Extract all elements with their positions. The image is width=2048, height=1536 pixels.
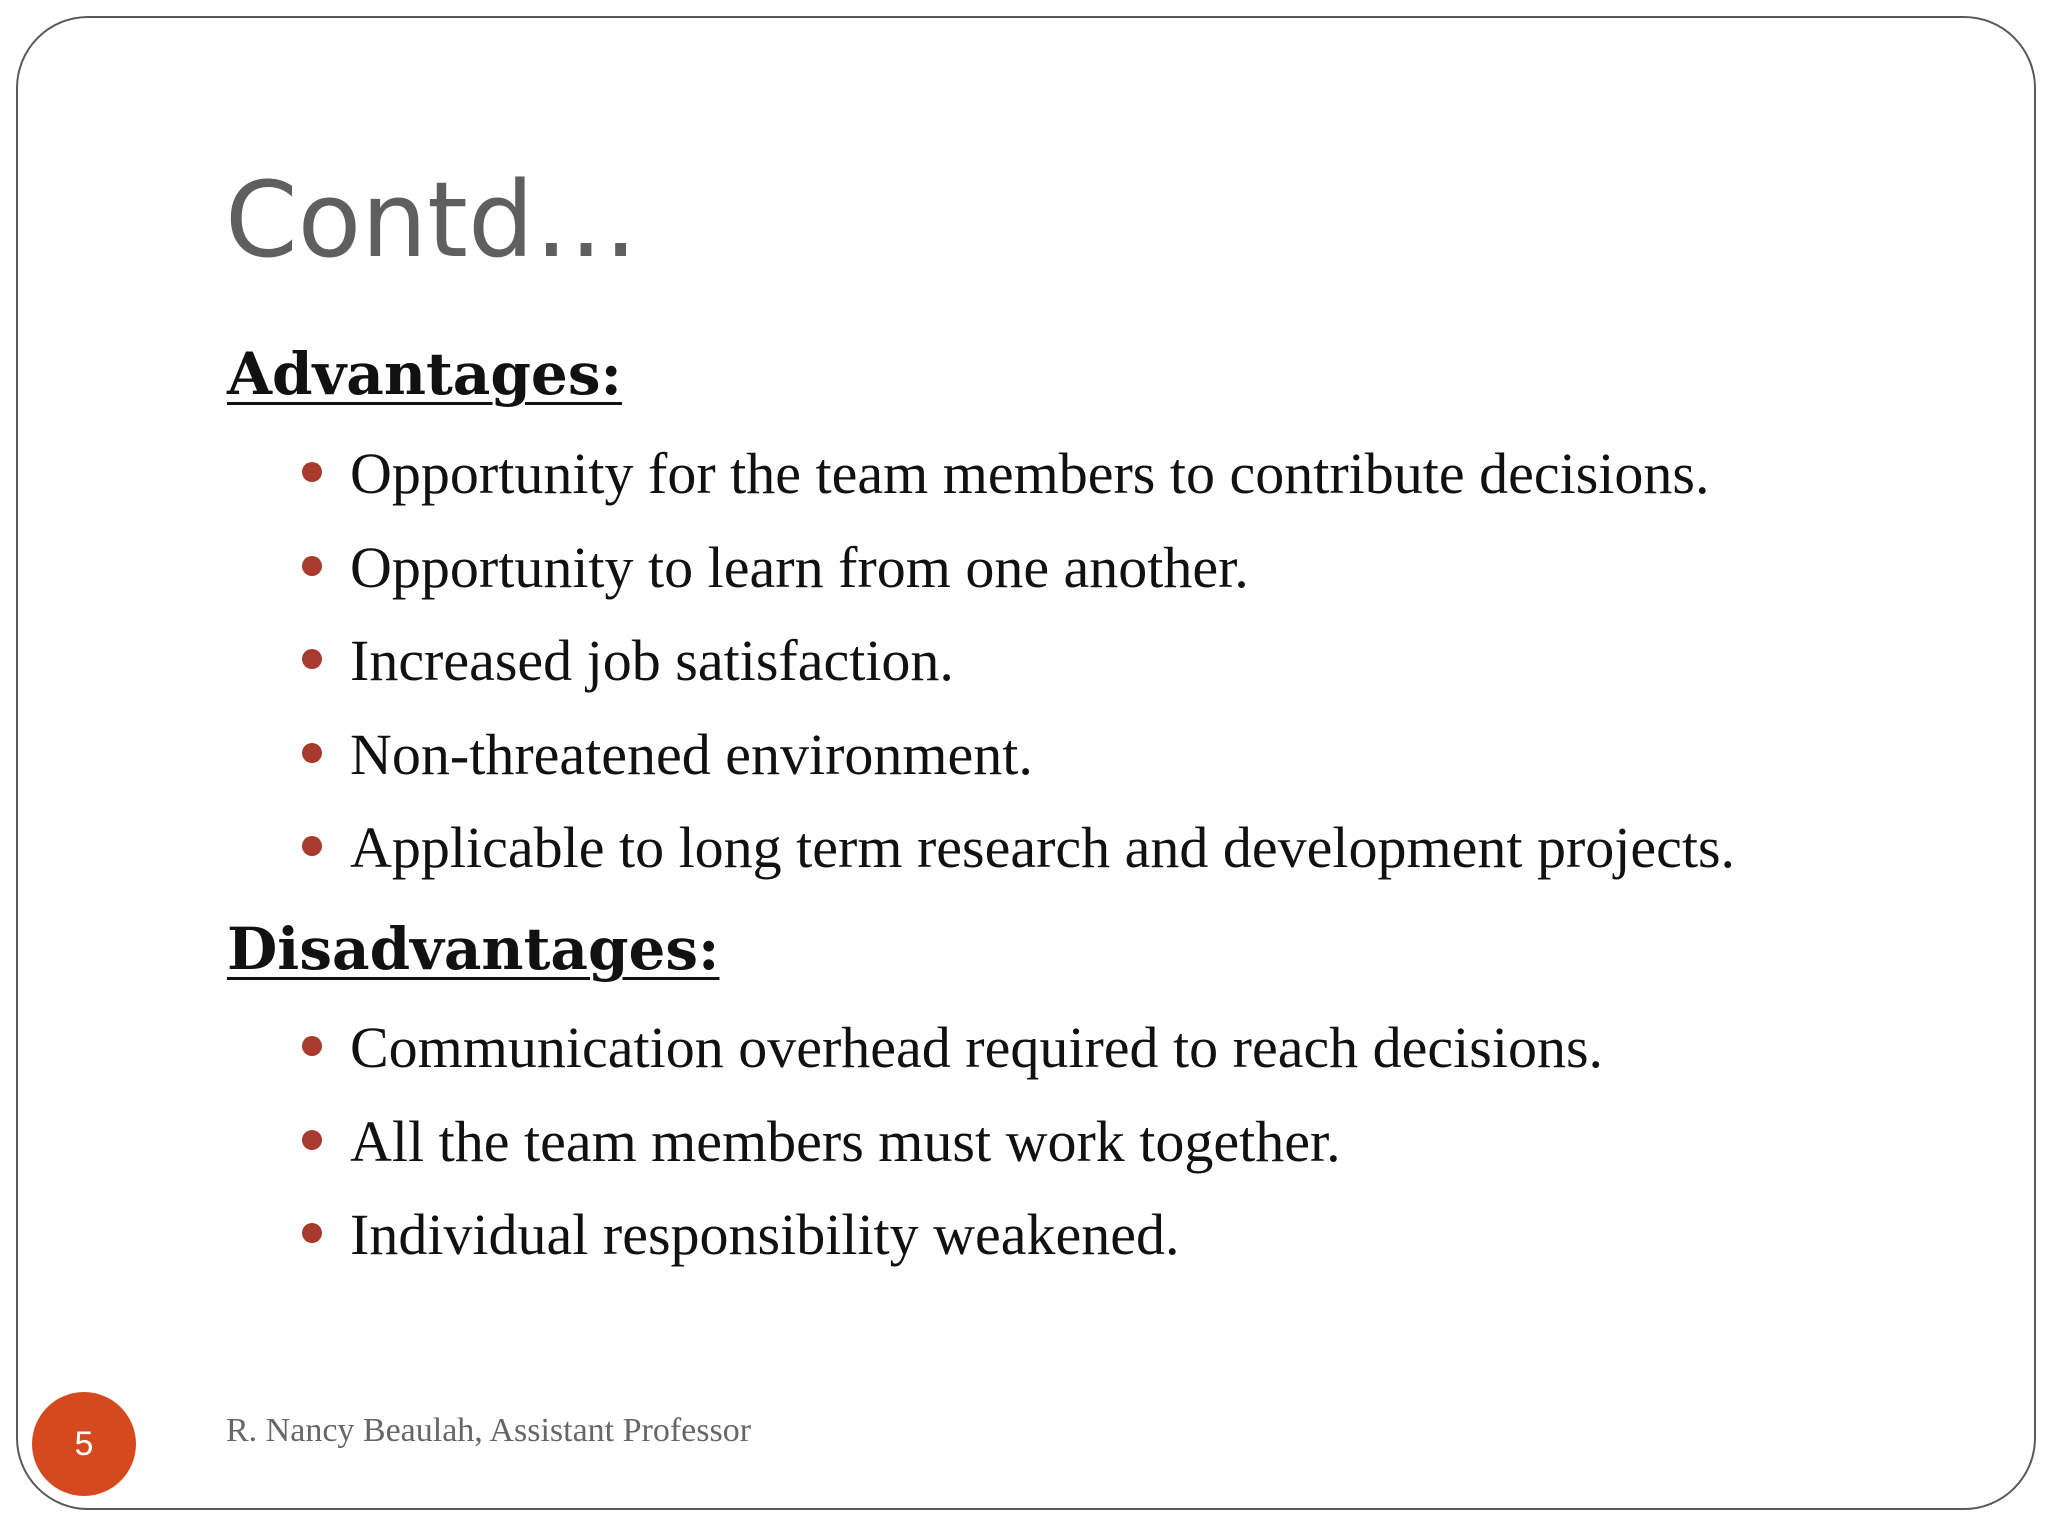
bullet-icon	[302, 1223, 322, 1243]
bullet-icon	[302, 1130, 322, 1150]
list-item	[300, 625, 1735, 719]
disadvantages-list	[300, 1012, 1603, 1293]
list-item	[300, 1199, 1603, 1293]
bullet-icon	[302, 462, 322, 482]
bullet-icon	[302, 556, 322, 576]
list-item	[300, 812, 1735, 906]
page-number-badge: 5	[32, 1392, 136, 1496]
disadvantages-heading: Disadvantages:	[227, 915, 720, 983]
list-item-text: All the team members must work together.	[350, 1108, 1341, 1174]
bullet-icon	[302, 649, 322, 669]
list-item-text: Opportunity for the team members to contribute decisions.	[350, 441, 1710, 506]
list-item	[300, 719, 1735, 813]
footer-author: R. Nancy Beaulah, Assistant Professor	[226, 1412, 752, 1449]
slide-title: Contd…	[225, 159, 638, 281]
list-item	[300, 1012, 1603, 1106]
list-item-text: Increased job satisfaction.	[350, 628, 954, 693]
list-item-text: Individual responsibility weakened.	[350, 1202, 1180, 1267]
list-item-text: Non-threatened environment.	[350, 721, 1033, 787]
list-item	[300, 1106, 1603, 1200]
list-item-text: Communication overhead required to reach decisions.	[350, 1015, 1604, 1080]
list-item-text: Opportunity to learn from one another.	[350, 534, 1249, 600]
advantages-heading: Advantages:	[227, 340, 622, 408]
list-item-text: Applicable to long term research and development projects.	[350, 815, 1736, 880]
bullet-icon	[302, 836, 322, 856]
list-item	[300, 532, 1735, 626]
list-item	[300, 438, 1735, 532]
bullet-icon	[302, 743, 322, 763]
bullet-icon	[302, 1036, 322, 1056]
advantages-list	[300, 438, 1735, 906]
